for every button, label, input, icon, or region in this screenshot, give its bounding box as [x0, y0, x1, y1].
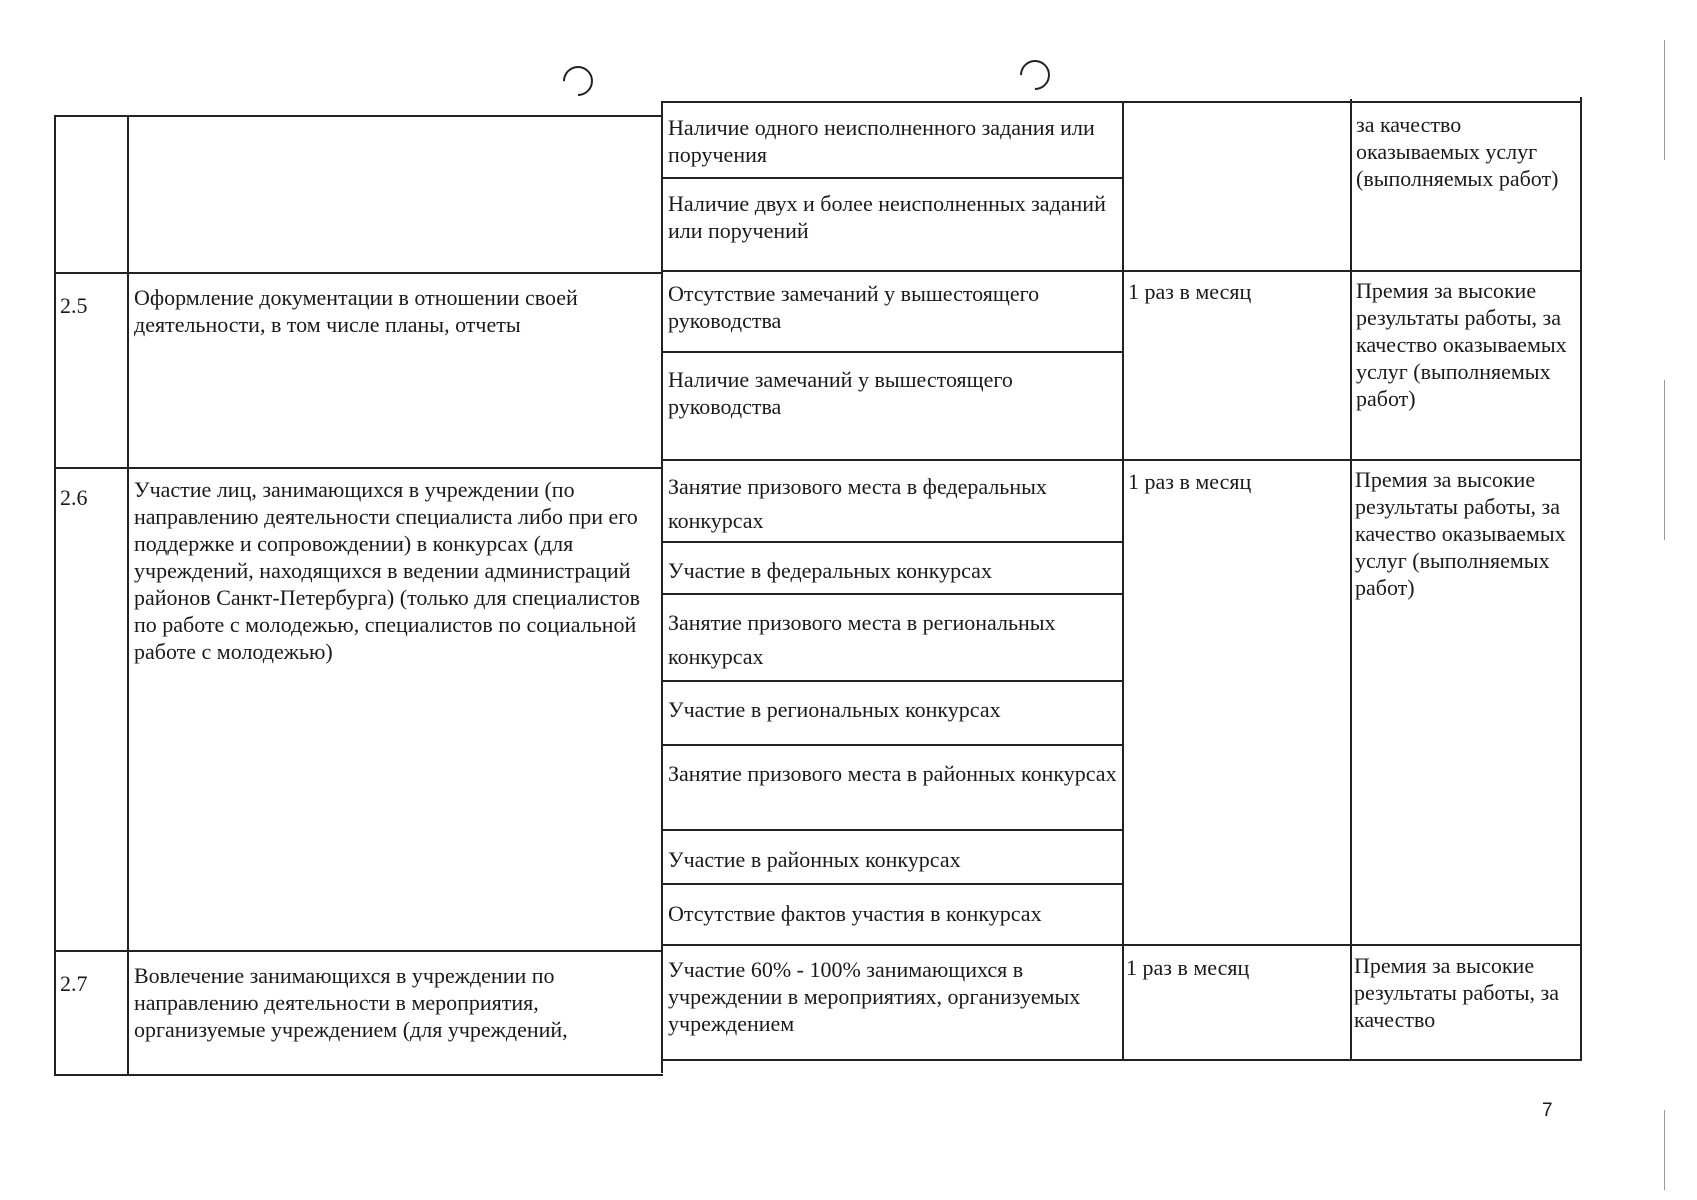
- table-border-top: [54, 115, 663, 117]
- bonus-cell: Премия за высокие результаты работы, за качество оказываемых услуг (выполняемых работ): [1356, 278, 1567, 411]
- punch-hole-left: [557, 60, 599, 102]
- criteria-cell: Наличие замечаний у вышестоящего руководства: [668, 367, 1013, 419]
- criteria-separator: [661, 177, 1124, 179]
- criteria-separator: [661, 351, 1124, 353]
- scan-edge-mark: [1664, 380, 1665, 540]
- frequency-cell: 1 раз в месяц: [1126, 955, 1250, 980]
- column-divider-description: [661, 103, 663, 1073]
- table-border-left: [54, 115, 56, 1076]
- bonus-cell: за качество оказываемых услуг (выполняемых работ): [1356, 112, 1559, 191]
- description-cell: Участие лиц, занимающихся в учреждении (по направлению деятельности специалиста либо при его поддержке и сопровождении) в конкурсах (для учреждений, находящихся в ведении администраций районов Санкт-Петербурга) (только для специалистов по работе с молодежью, специалистов по социальной работе с молодежью): [134, 477, 641, 664]
- description-cell: Вовлечение занимающихся в учреждении по направлению деятельности в мероприятия, организуемые учреждением (для учреждений,: [134, 963, 568, 1042]
- column-divider-frequency: [1350, 99, 1352, 1061]
- criteria-cell: Занятие призового места в федеральных конкурсах: [668, 474, 1047, 533]
- frequency-cell: 1 раз в месяц: [1128, 279, 1252, 304]
- criteria-cell: Занятие призового места в региональных конкурсах: [668, 610, 1056, 669]
- row-separator: [54, 272, 663, 274]
- row-number: 2.6: [60, 485, 88, 510]
- criteria-separator: [661, 680, 1124, 682]
- punch-hole-right: [1014, 54, 1056, 96]
- scan-edge-mark: [1664, 40, 1665, 160]
- row-number: 2.7: [60, 971, 88, 996]
- criteria-cell: Участие в федеральных конкурсах: [668, 558, 992, 583]
- criteria-cell: Отсутствие замечаний у вышестоящего руководства: [668, 281, 1040, 333]
- criteria-cell: Занятие призового места в районных конкурсах: [668, 761, 1117, 786]
- row-number: 2.5: [60, 293, 88, 318]
- criteria-cell: Участие в региональных конкурсах: [668, 697, 1001, 722]
- criteria-separator: [661, 541, 1124, 543]
- description-cell: Оформление документации в отношении своей деятельности, в том числе планы, отчеты: [134, 285, 578, 337]
- page-number: 7: [1542, 1100, 1553, 1121]
- row-separator: [661, 270, 1582, 272]
- scan-edge-mark: [1664, 1110, 1665, 1190]
- table-border-bottom: [661, 1059, 1582, 1061]
- table-border-top: [661, 101, 1582, 103]
- frequency-cell: 1 раз в месяц: [1128, 469, 1252, 494]
- criteria-separator: [661, 883, 1124, 885]
- criteria-separator: [661, 744, 1124, 746]
- column-divider-num: [127, 115, 129, 1076]
- bonus-cell: Премия за высокие результаты работы, за качество: [1354, 953, 1559, 1032]
- criteria-cell: Участие 60% - 100% занимающихся в учреждении в мероприятиях, организуемых учреждением: [668, 957, 1081, 1036]
- criteria-cell: Отсутствие фактов участия в конкурсах: [668, 901, 1042, 926]
- criteria-cell: Наличие одного неисполненного задания или поручения: [668, 115, 1095, 167]
- table-border-right: [1580, 97, 1582, 1061]
- row-separator: [661, 944, 1582, 946]
- row-separator: [54, 467, 663, 469]
- column-divider-criteria: [1122, 101, 1124, 1061]
- criteria-cell: Участие в районных конкурсах: [668, 847, 961, 872]
- table-border-bottom: [54, 1074, 663, 1076]
- criteria-separator: [661, 829, 1124, 831]
- criteria-separator: [661, 593, 1124, 595]
- bonus-cell: Премия за высокие результаты работы, за качество оказываемых услуг (выполняемых работ): [1355, 467, 1566, 600]
- criteria-cell: Наличие двух и более неисполненных заданий или поручений: [668, 191, 1106, 243]
- row-separator: [54, 950, 663, 952]
- row-separator: [661, 459, 1582, 461]
